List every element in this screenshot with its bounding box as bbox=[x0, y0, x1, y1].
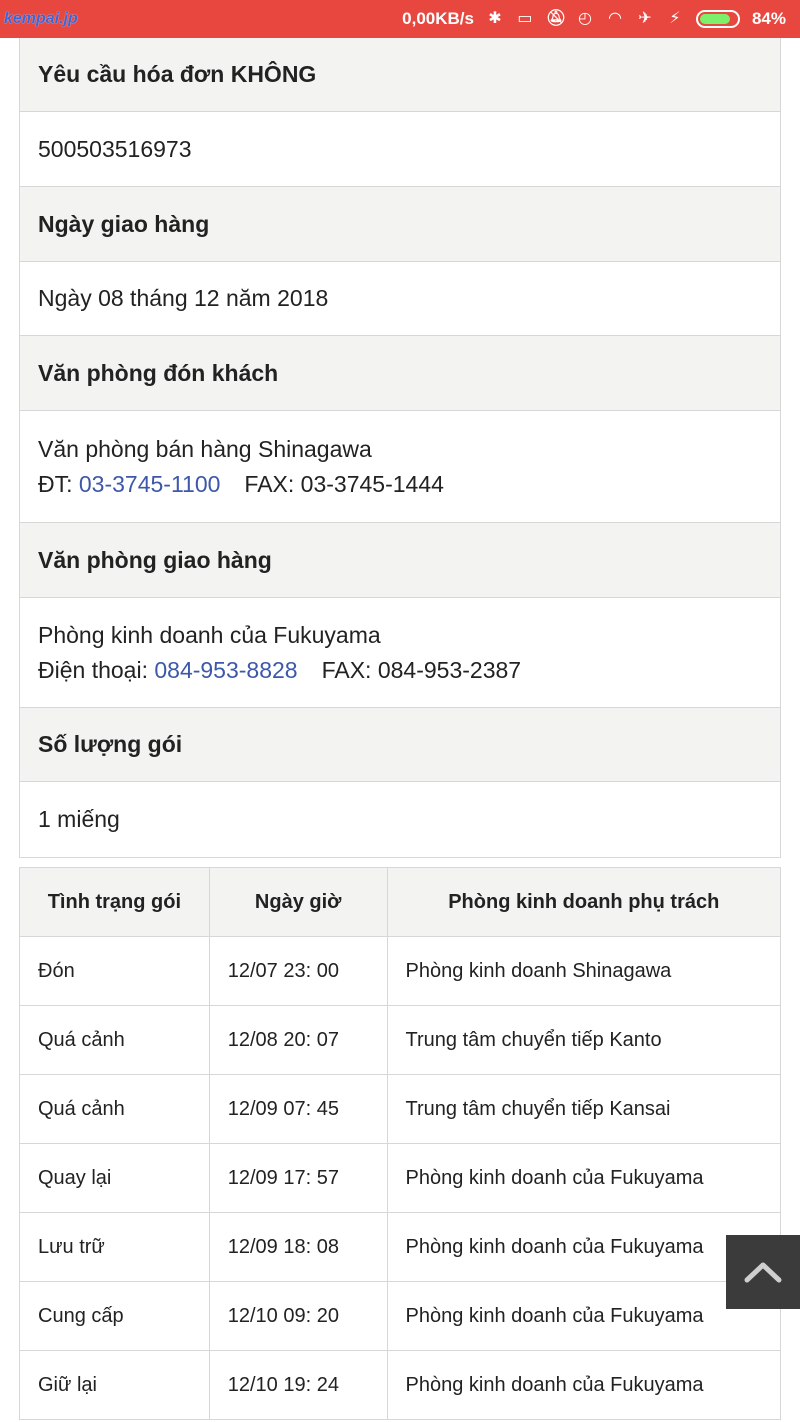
pickup-office-name: Văn phòng bán hàng Shinagawa bbox=[38, 435, 372, 462]
scroll-to-top-button[interactable] bbox=[726, 1235, 800, 1309]
pickup-contact bbox=[38, 471, 762, 498]
pickup-office-header: Văn phòng đón khách bbox=[20, 336, 780, 411]
cell-datetime: 12/08 20: 07 bbox=[209, 1006, 387, 1075]
status-bar-right bbox=[402, 9, 786, 29]
cell-datetime: 12/09 07: 45 bbox=[209, 1075, 387, 1144]
app-logo: kempai.jp bbox=[4, 10, 78, 27]
cell-status: Quá cảnh bbox=[20, 1075, 210, 1144]
cell-datetime: 12/07 23: 00 bbox=[209, 937, 387, 1006]
cell-datetime: 12/10 19: 24 bbox=[209, 1351, 387, 1420]
delivery-contact bbox=[38, 657, 762, 684]
wifi-icon: ◠ bbox=[608, 10, 622, 27]
table-row bbox=[20, 1213, 781, 1282]
charging-icon: ⚡ bbox=[669, 10, 681, 27]
table-row bbox=[20, 1006, 781, 1075]
cell-office: Phòng kinh doanh của Fukuyama bbox=[387, 1144, 780, 1213]
package-count-value: 1 miếng bbox=[20, 782, 780, 858]
battery-icon bbox=[696, 10, 740, 28]
delivery-fax: FAX: 084-953-2387 bbox=[321, 656, 522, 683]
chevron-up-icon bbox=[743, 1260, 783, 1284]
status-bar-left bbox=[4, 10, 78, 28]
delivery-phone-link[interactable]: 084-953-8828 bbox=[154, 656, 298, 683]
cell-office: Phòng kinh doanh của Fukuyama bbox=[387, 1282, 780, 1351]
battery-fill bbox=[700, 14, 730, 24]
table-row bbox=[20, 1282, 781, 1351]
cell-office: Trung tâm chuyển tiếp Kansai bbox=[387, 1075, 780, 1144]
cell-status: Quá cảnh bbox=[20, 1006, 210, 1075]
delivery-office-header: Văn phòng giao hàng bbox=[20, 523, 780, 598]
cell-office: Phòng kinh doanh Shinagawa bbox=[387, 937, 780, 1006]
shipment-info bbox=[19, 38, 781, 858]
cell-office: Phòng kinh doanh của Fukuyama bbox=[387, 1351, 780, 1420]
pickup-fax: FAX: 03-3745-1444 bbox=[244, 470, 444, 497]
cell-status: Giữ lại bbox=[20, 1351, 210, 1420]
cell-datetime: 12/09 17: 57 bbox=[209, 1144, 387, 1213]
invoice-value: 500503516973 bbox=[20, 112, 780, 187]
table-row bbox=[20, 1144, 781, 1213]
cell-datetime: 12/09 18: 08 bbox=[209, 1213, 387, 1282]
cell-datetime: 12/10 09: 20 bbox=[209, 1282, 387, 1351]
delivery-phone-label: Điện thoại: bbox=[38, 656, 155, 683]
table-header-row bbox=[20, 868, 781, 937]
delivery-date-header: Ngày giao hàng bbox=[20, 187, 780, 262]
delivery-office-details bbox=[20, 598, 780, 708]
table-row bbox=[20, 937, 781, 1006]
tracking-table bbox=[19, 867, 781, 1420]
airplane-icon: ✈ bbox=[638, 10, 652, 27]
column-header-datetime: Ngày giờ bbox=[209, 868, 387, 937]
column-header-status: Tình trạng gói bbox=[20, 868, 210, 937]
package-count-header: Số lượng gói bbox=[20, 708, 780, 782]
pickup-phone-link[interactable]: 03-3745-1100 bbox=[78, 470, 221, 497]
cell-status: Quay lại bbox=[20, 1144, 210, 1213]
delivery-date-value: Ngày 08 tháng 12 năm 2018 bbox=[20, 262, 780, 336]
bluetooth-icon: ✱ bbox=[488, 10, 502, 27]
net-speed: 0,00KB/s bbox=[402, 9, 474, 28]
column-header-office: Phòng kinh doanh phụ trách bbox=[387, 868, 780, 937]
cell-office: Phòng kinh doanh của Fukuyama bbox=[387, 1213, 780, 1282]
pickup-phone-label: ĐT: bbox=[38, 470, 79, 497]
invoice-header: Yêu cầu hóa đơn KHÔNG bbox=[20, 38, 780, 112]
table-row bbox=[20, 1351, 781, 1420]
cell-status: Cung cấp bbox=[20, 1282, 210, 1351]
cell-status: Lưu trữ bbox=[20, 1213, 210, 1282]
vibrate-icon: ▭ bbox=[517, 10, 533, 27]
status-bar bbox=[0, 0, 800, 38]
table-row bbox=[20, 1075, 781, 1144]
alarm-icon: ◴ bbox=[577, 10, 592, 27]
mute-icon: 🔕︎ bbox=[545, 10, 567, 27]
battery-percent: 84% bbox=[751, 9, 786, 28]
cell-office: Trung tâm chuyển tiếp Kanto bbox=[387, 1006, 780, 1075]
delivery-office-name: Phòng kinh doanh của Fukuyama bbox=[38, 621, 381, 648]
pickup-office-details bbox=[20, 411, 780, 523]
cell-status: Đón bbox=[20, 937, 210, 1006]
